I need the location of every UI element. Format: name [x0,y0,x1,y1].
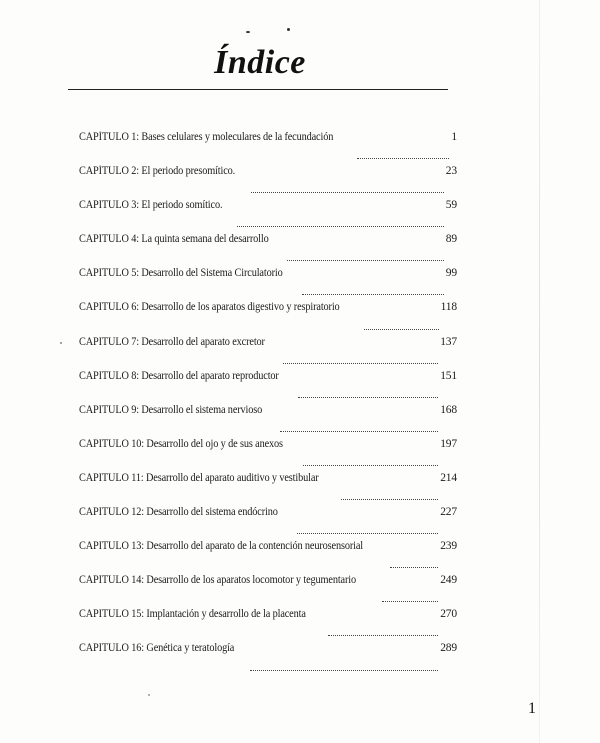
toc-entry-page: 23 [445,165,457,178]
toc-entry-page: 1 [451,131,457,143]
toc-entry-page: 118 [440,301,457,314]
toc-entry-page: 249 [440,574,457,587]
toc-leader-dots [364,328,438,330]
toc-entry-label: CAPITULO 13: Desarrollo del aparato de la contención neurosensorial [79,540,364,553]
scan-speck [246,31,250,33]
toc-leader-dots [390,566,438,568]
toc-entry [79,131,457,165]
toc-entry-label: CAPÍTULO 2: El periodo presomítico. [79,165,236,178]
toc-entry [79,540,457,574]
toc-leader-dots [280,430,438,432]
scan-speck [287,28,290,31]
toc-entry-label: CAPITULO 3: El periodo somítico. [79,199,223,212]
toc-entry-page: 168 [440,403,457,416]
toc-entry-page: 89 [445,233,457,246]
toc-leader-dots [357,157,449,159]
toc-leader-dots [251,191,444,193]
toc-entry [79,233,457,267]
page-title-text: Índice [214,44,306,81]
toc-entry [79,642,457,676]
title-underline [68,89,448,90]
toc-leader-dots [382,600,438,602]
toc-entry [79,472,457,506]
toc-entry-page: 227 [440,506,457,519]
toc-entry-label: CAPITULO 16: Genética y teratología [79,642,235,655]
toc-entry-label: CAPITULO 14: Desarrollo de los aparatos locomotor y tegumentario [79,574,357,587]
toc-entry-label: CAPITULO 9: Desarrollo el sistema nervioso [79,403,263,416]
toc-entry [79,506,457,540]
toc-entry-label: CAPITULO 6: Desarrollo de los aparatos digestivo y respiratorio [79,301,340,314]
toc-entry-page: 214 [440,471,457,484]
toc-entry-label: CAPITULO 8: Desarrollo del aparato reproductor [79,369,279,382]
toc-entry [79,370,457,404]
toc-entry-page: 289 [440,642,457,655]
toc-leader-dots [303,464,439,466]
scan-edge-shadow [539,0,540,743]
toc-entry [79,165,457,199]
toc-leader-dots [328,634,439,636]
toc-entry-label: CAPÍTULO 1: Bases celulares y moleculares de la fecundación [79,131,334,143]
toc-entry-page: 197 [440,437,457,450]
toc-entry-page: 151 [440,369,457,382]
toc-leader-dots [283,362,438,364]
toc-entry-label: CAPITULO 11: Desarrollo del aparato auditivo y vestibular [79,471,319,484]
toc-entry-label: CAPITULO 4: La quinta semana del desarrollo [79,233,269,246]
toc-entry-page: 59 [445,199,457,212]
toc-entry-label: CAPITULO 10: Desarrollo del ojo y de sus anexos [79,437,283,450]
toc-entry-label: CAPITULO 12: Desarrollo del sistema endócrino [79,506,278,519]
toc-entry [79,574,457,608]
page-number: 1 [528,700,536,717]
toc-leader-dots [297,532,438,534]
toc-entry [79,404,457,438]
toc-entry [79,267,457,301]
toc-leader-dots [298,396,438,398]
toc-entry [79,608,457,642]
toc-entry [79,336,457,370]
toc-entry-label: CAPITULO 15: Implantación y desarrollo de la placenta [79,608,306,621]
toc-entry [79,301,457,335]
toc-entry-page: 137 [440,335,457,348]
toc-leader-dots [341,498,438,500]
toc-leader-dots [302,293,443,295]
page-title [0,44,520,82]
toc-entry [79,199,457,233]
toc-entry [79,438,457,472]
toc-entry-page: 99 [445,267,457,280]
toc-entry-label: CAPITULO 5: Desarrollo del Sistema Circulatorio [79,267,283,280]
toc-leader-dots [287,259,444,261]
table-of-contents [79,131,457,677]
toc-entry-label: CAPITULO 7: Desarrollo del aparato excretor [79,335,265,348]
toc-leader-dots [237,225,444,227]
toc-entry-page: 239 [440,540,457,553]
toc-entry-page: 270 [440,608,457,621]
scan-speck [60,342,62,344]
scan-speck [148,694,150,696]
toc-leader-dots [250,669,438,671]
